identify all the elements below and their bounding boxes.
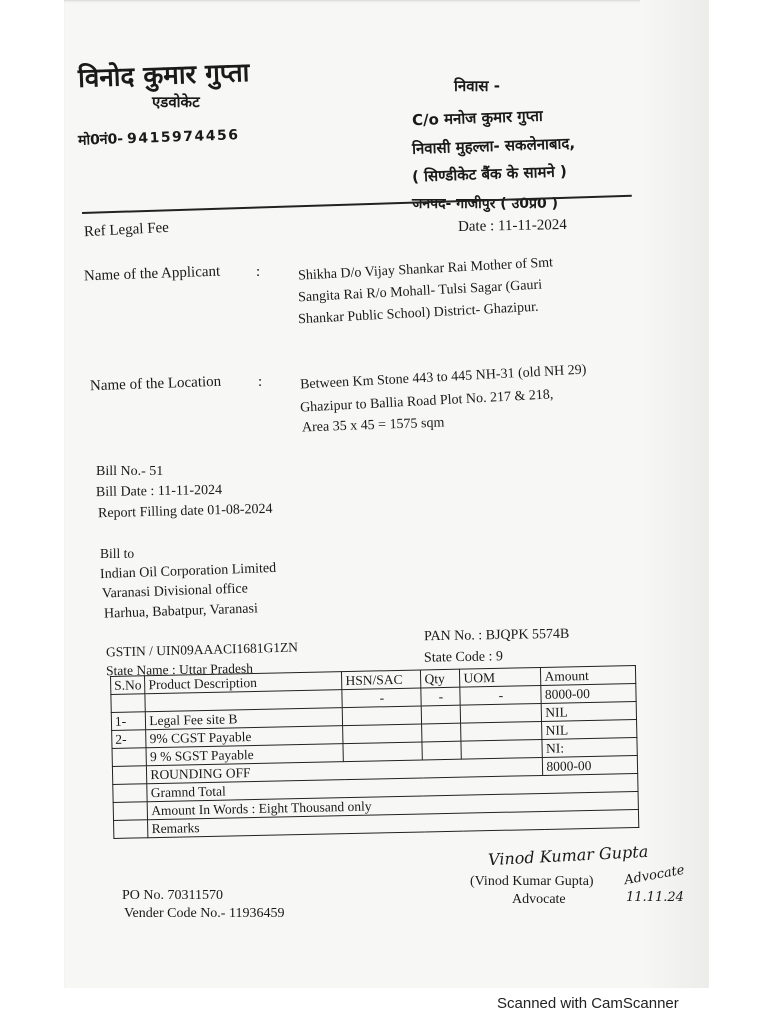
location-line-3: Area 35 x 45 = 1575 sqm [301, 415, 445, 436]
bill-to-label: Bill to [100, 546, 135, 561]
header-uom: UOM [460, 667, 541, 687]
pan-number: PAN No. : BJQPK 5574B [423, 626, 570, 645]
location-line-1: Between Km Stone 443 to 445 NH-31 (old NH 29) [299, 362, 587, 393]
cell-hsn: - [342, 688, 421, 708]
amount-in-words: Amount In Words : Eight Thousand only [148, 791, 639, 819]
location-line-2: Ghazipur to Ballia Road Plot No. 217 & 218, [299, 387, 554, 416]
cell-amount: 8000-00 [543, 755, 638, 775]
applicant-line-1: Shikha D/o Vijay Shankar Rai Mother of Smt [297, 255, 554, 284]
bill-table [110, 665, 639, 839]
po-number: PO No. 70311570 [122, 888, 223, 903]
applicant-line-2: Sangita Rai R/o Mohall- Tulsi Sagar (Gauri [297, 277, 543, 306]
location-colon: : [258, 374, 263, 390]
scan-background [0, 0, 66, 995]
remarks-label: Remarks [148, 809, 639, 837]
cell-hsn [343, 742, 422, 762]
state-name: State Name : Uttar Pradesh [105, 660, 254, 679]
cell-amount: NIL [542, 701, 637, 721]
cell-description: Legal Fee site B [146, 708, 343, 730]
bill-to-line-3: Harhua, Babatpur, Varanasi [103, 601, 259, 622]
handwritten-advocate: Advocate [623, 862, 686, 889]
cell-sno: 1- [111, 712, 146, 731]
applicant-label: Name of the Applicant [83, 263, 221, 285]
cell-uom: - [460, 685, 541, 705]
address-line-2: निवासी मुहल्ला- सकलेनाबाद, [411, 134, 576, 158]
cell-amount: 8000-00 [541, 683, 636, 703]
cell-hsn [343, 724, 422, 744]
cell-amount: NIL [542, 719, 637, 739]
cell-description: 9 % SGST Payable [146, 744, 343, 766]
reference: Ref Legal Fee [83, 219, 170, 241]
cell-sno: 2- [112, 730, 147, 749]
advocate-name-hindi: विनोद कुमार गुप्ता [77, 58, 250, 94]
bill-to-line-1: Indian Oil Corporation Limited [99, 560, 277, 583]
cell-uom [461, 721, 542, 741]
gstin: GSTIN / UIN09AAACI1681G1ZN [105, 639, 299, 660]
cell-uom [461, 703, 542, 723]
mobile-label: मो0नं0- [77, 131, 124, 149]
location-label: Name of the Location [89, 373, 222, 395]
cell-description: 9% CGST Payable [146, 726, 343, 748]
cell-qty: - [421, 687, 460, 706]
applicant-line-3: Shankar Public School) District- Ghazipur. [297, 299, 539, 328]
bill-to-line-2: Varanasi Divisional office [101, 581, 249, 602]
cell-sno [112, 748, 147, 767]
grand-total-label: Gramnd Total [147, 773, 638, 801]
cell-sno [112, 766, 147, 785]
handwritten-date: 11.11.24 [626, 890, 684, 905]
report-filing-date: Report Filling date 01-08-2024 [97, 501, 273, 522]
applicant-colon: : [256, 264, 261, 280]
header-qty: Qty [421, 669, 460, 688]
address-line-4: जनपद- गाजीपुर ( उ0प्र0 ) [412, 196, 558, 212]
header-sno: S.No [111, 676, 146, 695]
cell-uom [461, 739, 542, 759]
advocate-title-hindi: एडवोकेट [152, 93, 200, 111]
bill-number: Bill No.- 51 [96, 464, 164, 479]
scanner-watermark: Scanned with CamScanner [497, 995, 679, 1012]
handwritten-signature: Vinod Kumar Gupta [487, 841, 649, 870]
residence-label: निवास - [454, 77, 501, 95]
vendor-code: Vender Code No.- 11936459 [124, 906, 285, 921]
cell-qty [422, 705, 461, 724]
cell-qty [422, 723, 461, 742]
letter-date: Date : 11-11-2024 [457, 217, 567, 235]
paper-shadow [640, 0, 709, 995]
header-description: Product Description [145, 672, 342, 694]
signatory-name: (Vinod Kumar Gupta) [470, 874, 594, 889]
header-hsn: HSN/SAC [342, 670, 421, 690]
cell-amount: NI: [542, 737, 637, 757]
bill-date: Bill Date : 11-11-2024 [95, 482, 223, 501]
address-line-3: ( सिण्डीकेट बैंक के सामने ) [411, 162, 568, 186]
header-amount: Amount [541, 665, 636, 685]
address-line-1: C/o मनोज कुमार गुप्ता [411, 106, 544, 130]
state-code: State Code : 9 [423, 649, 504, 666]
cell-sno [111, 694, 146, 713]
mobile-number: 9415974456 [126, 127, 240, 148]
cell-qty [422, 741, 461, 760]
cell-description: ROUNDING OFF [147, 757, 543, 783]
cell-hsn [343, 706, 422, 726]
signatory-title: Advocate [512, 892, 566, 907]
